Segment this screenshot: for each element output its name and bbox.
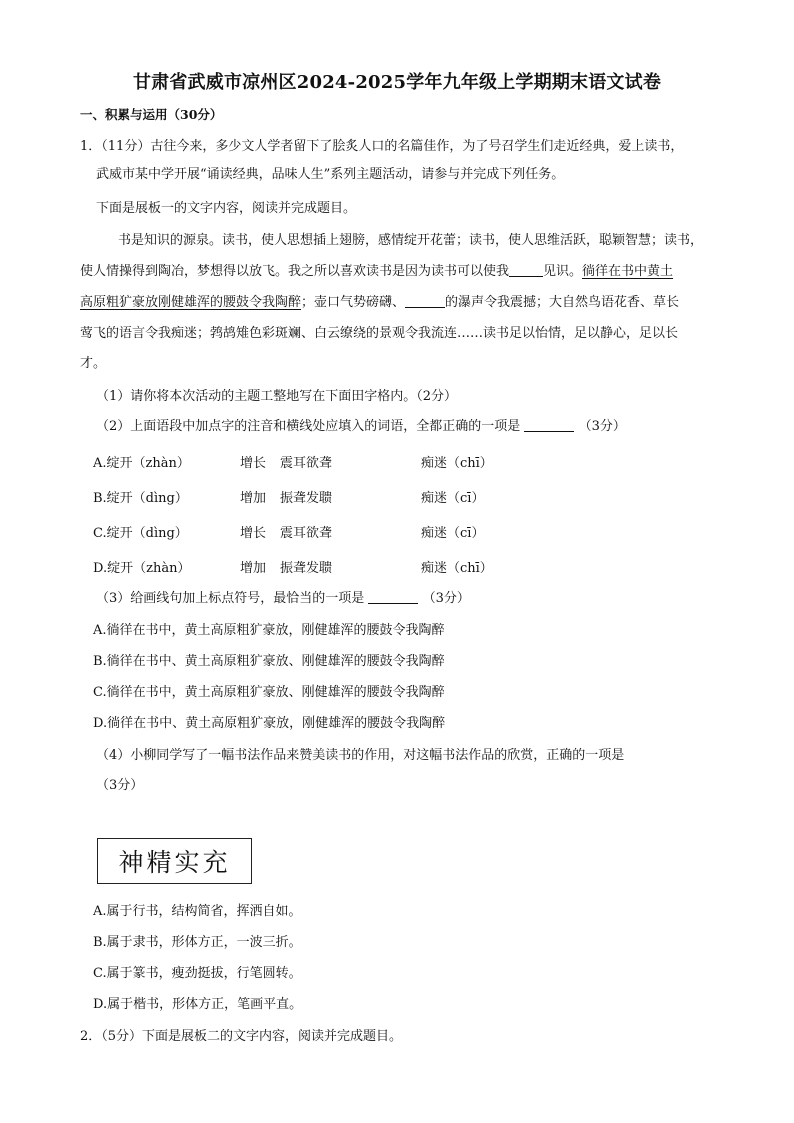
- q1-line-2: 武威市某中学开展“诵读经典，品味人生”系列主题活动，请参与并完成下列任务。: [96, 167, 565, 182]
- answer-blank-1[interactable]: [509, 262, 543, 277]
- sub-question-4-score: （3分）: [96, 778, 144, 793]
- passage-line-3: 高原粗犷豪放刚健雄浑的腰鼓令我陶醉；壶口气势磅礴、 的瀑声令我震撼；大自然鸟语花香、草长: [80, 295, 680, 310]
- section-heading: 一、积累与运用（30分）: [80, 107, 223, 122]
- sub4-option-c[interactable]: C.属于篆书，瘦劲挺拔，行笔圆转。: [93, 966, 302, 981]
- sub3-option-a[interactable]: A.徜徉在书中，黄土高原粗犷豪放，刚健雄浑的腰鼓令我陶醉: [93, 623, 445, 638]
- sub4-option-b[interactable]: B.属于隶书，形体方正，一波三折。: [93, 935, 302, 950]
- answer-blank-sub3[interactable]: [368, 589, 418, 604]
- passage-line-4: 莺飞的语言令我痴迷；鹁鸪雉色彩斑斓、白云缭绕的景观令我流连……读书足以怡情，足以静心，足以长: [80, 326, 679, 341]
- answer-blank-sub2[interactable]: [524, 417, 574, 432]
- sub3-option-d[interactable]: D.徜徉在书中、黄土高原粗犷豪放，刚健雄浑的腰鼓令我陶醉: [93, 716, 446, 731]
- answer-blank-2[interactable]: [405, 293, 445, 308]
- page-title: 甘肃省武威市凉州区2024-2025学年九年级上学期期末语文试卷: [132, 72, 662, 93]
- sub3-option-b[interactable]: B.徜徉在书中、黄土高原粗犷豪放、刚健雄浑的腰鼓令我陶醉: [93, 654, 445, 669]
- underlined-sentence-part-2: 高原粗犷豪放刚健雄浑的腰鼓令我陶醉: [80, 295, 302, 310]
- q2-line-1: 2．（5分）下面是展板二的文字内容，阅读并完成题目。: [80, 1029, 403, 1044]
- passage-line-5: 才。: [80, 356, 107, 371]
- sub3-option-c[interactable]: C.徜徉在书中，黄土高原粗犷豪放、刚健雄浑的腰鼓令我陶醉: [93, 685, 445, 700]
- calligraphy-image: 神精实充: [97, 838, 252, 884]
- sub-question-2: （2）上面语段中加点字的注音和横线处应填入的词语，全都正确的一项是 （3分）: [96, 419, 626, 434]
- sub4-option-d[interactable]: D.属于楷书，形体方正，笔画平直。: [93, 997, 303, 1012]
- sub-question-1: （1）请你将本次活动的主题工整地写在下面田字格内。（2分）: [96, 389, 458, 404]
- q1-line-1: 1．（11分）古往今来，多少文人学者留下了脍炙人口的名篇佳作，为了号召学生们走近经典，爱上读书，: [80, 139, 684, 154]
- sub-question-4: （4）小柳同学写了一幅书法作品来赞美读书的作用，对这幅书法作品的欣赏，正确的一项是: [96, 748, 625, 763]
- exam-page: 甘肃省武威市凉州区2024-2025学年九年级上学期期末语文试卷 一、积累与运用（30分） 1．（11分）古往今来，多少文人学者留下了脍炙人口的名篇佳作，为了号召学生们走近经典，爱上读书， 武威市某中学开展“诵读经典，品味人生”系列主题活动，请参与并完成下列任务。 下面是展板一的文字内容，阅读并完成题目。 书是知识的源泉。读书，使人思想插上翅膀，感情绽开花蕾；读书，使人思维活跃，聪颖智慧；读书， 使人情操得到陶冶，梦想得以放飞。我之所以喜欢读书是因为读书可以使我 见识。徜徉在书中黄土 高原粗犷豪放刚健雄浑的腰鼓令我陶醉；壶口气势磅礴、 的瀑声令我震撼；大自然鸟语花香、草长 莺飞的语言令我痴迷；鹁鸪雉色彩斑斓、白云缭绕的景观令我流连……读书足以怡情，足以静心，足以长 才。 （1）请你将本次活动的主题工整地写在下面田字格内。（2分） （2）上面语段中加点字的注音和横线处应填入的词语，全都正确的一项是 （3分） A.绽开（zhàn） 增长 震耳欲聋 痴迷（chī） B.绽开（dìng） 增加 振聋发聩 痴迷（cī） C.绽开（dìng） 增长 震耳欲聋 痴迷（cī） D.绽开（zhàn） 增加 振聋发聩 痴迷（chī） （3）给画线句加上标点符号，最恰当的一项是 （3分） A.徜徉在书中，黄土高原粗犷豪放，刚健雄浑的腰鼓令我陶醉 B.徜徉在书中、黄土高原粗犷豪放、刚健雄浑的腰鼓令我陶醉 C.徜徉在书中，黄土高原粗犷豪放、刚健雄浑的腰鼓令我陶醉 D.徜徉在书中、黄土高原粗犷豪放，刚健雄浑的腰鼓令我陶醉 （4）小柳同学写了一幅书法作品来赞美读书的作用，对这幅书法作品的欣赏，正确的一项是 （3分） 神精实充 A.属于行书，结构简省，挥洒自如。 B.属于隶书，形体方正，一波三折。 C.属于篆书，瘦劲挺拔，行笔圆转。 D.属于楷书，形体方正，笔画平直。 2．（5分）下面是展板二的文字内容，阅读并完成题目。: [0, 0, 794, 1123]
- underlined-sentence-part-1: 徜徉在书中黄土: [582, 264, 674, 279]
- passage-line-2: 使人情操得到陶冶，梦想得以放飞。我之所以喜欢读书是因为读书可以使我 见识。徜徉在书中黄土: [80, 264, 674, 279]
- sub4-option-a[interactable]: A.属于行书，结构简省，挥洒自如。: [93, 904, 302, 919]
- sub-question-3: （3）给画线句加上标点符号，最恰当的一项是 （3分）: [96, 591, 470, 606]
- q1-line-3: 下面是展板一的文字内容，阅读并完成题目。: [96, 201, 357, 216]
- passage-line-1: 书是知识的源泉。读书，使人思想插上翅膀，感情绽开花蕾；读书，使人思维活跃，聪颖智慧；读书，: [118, 233, 704, 248]
